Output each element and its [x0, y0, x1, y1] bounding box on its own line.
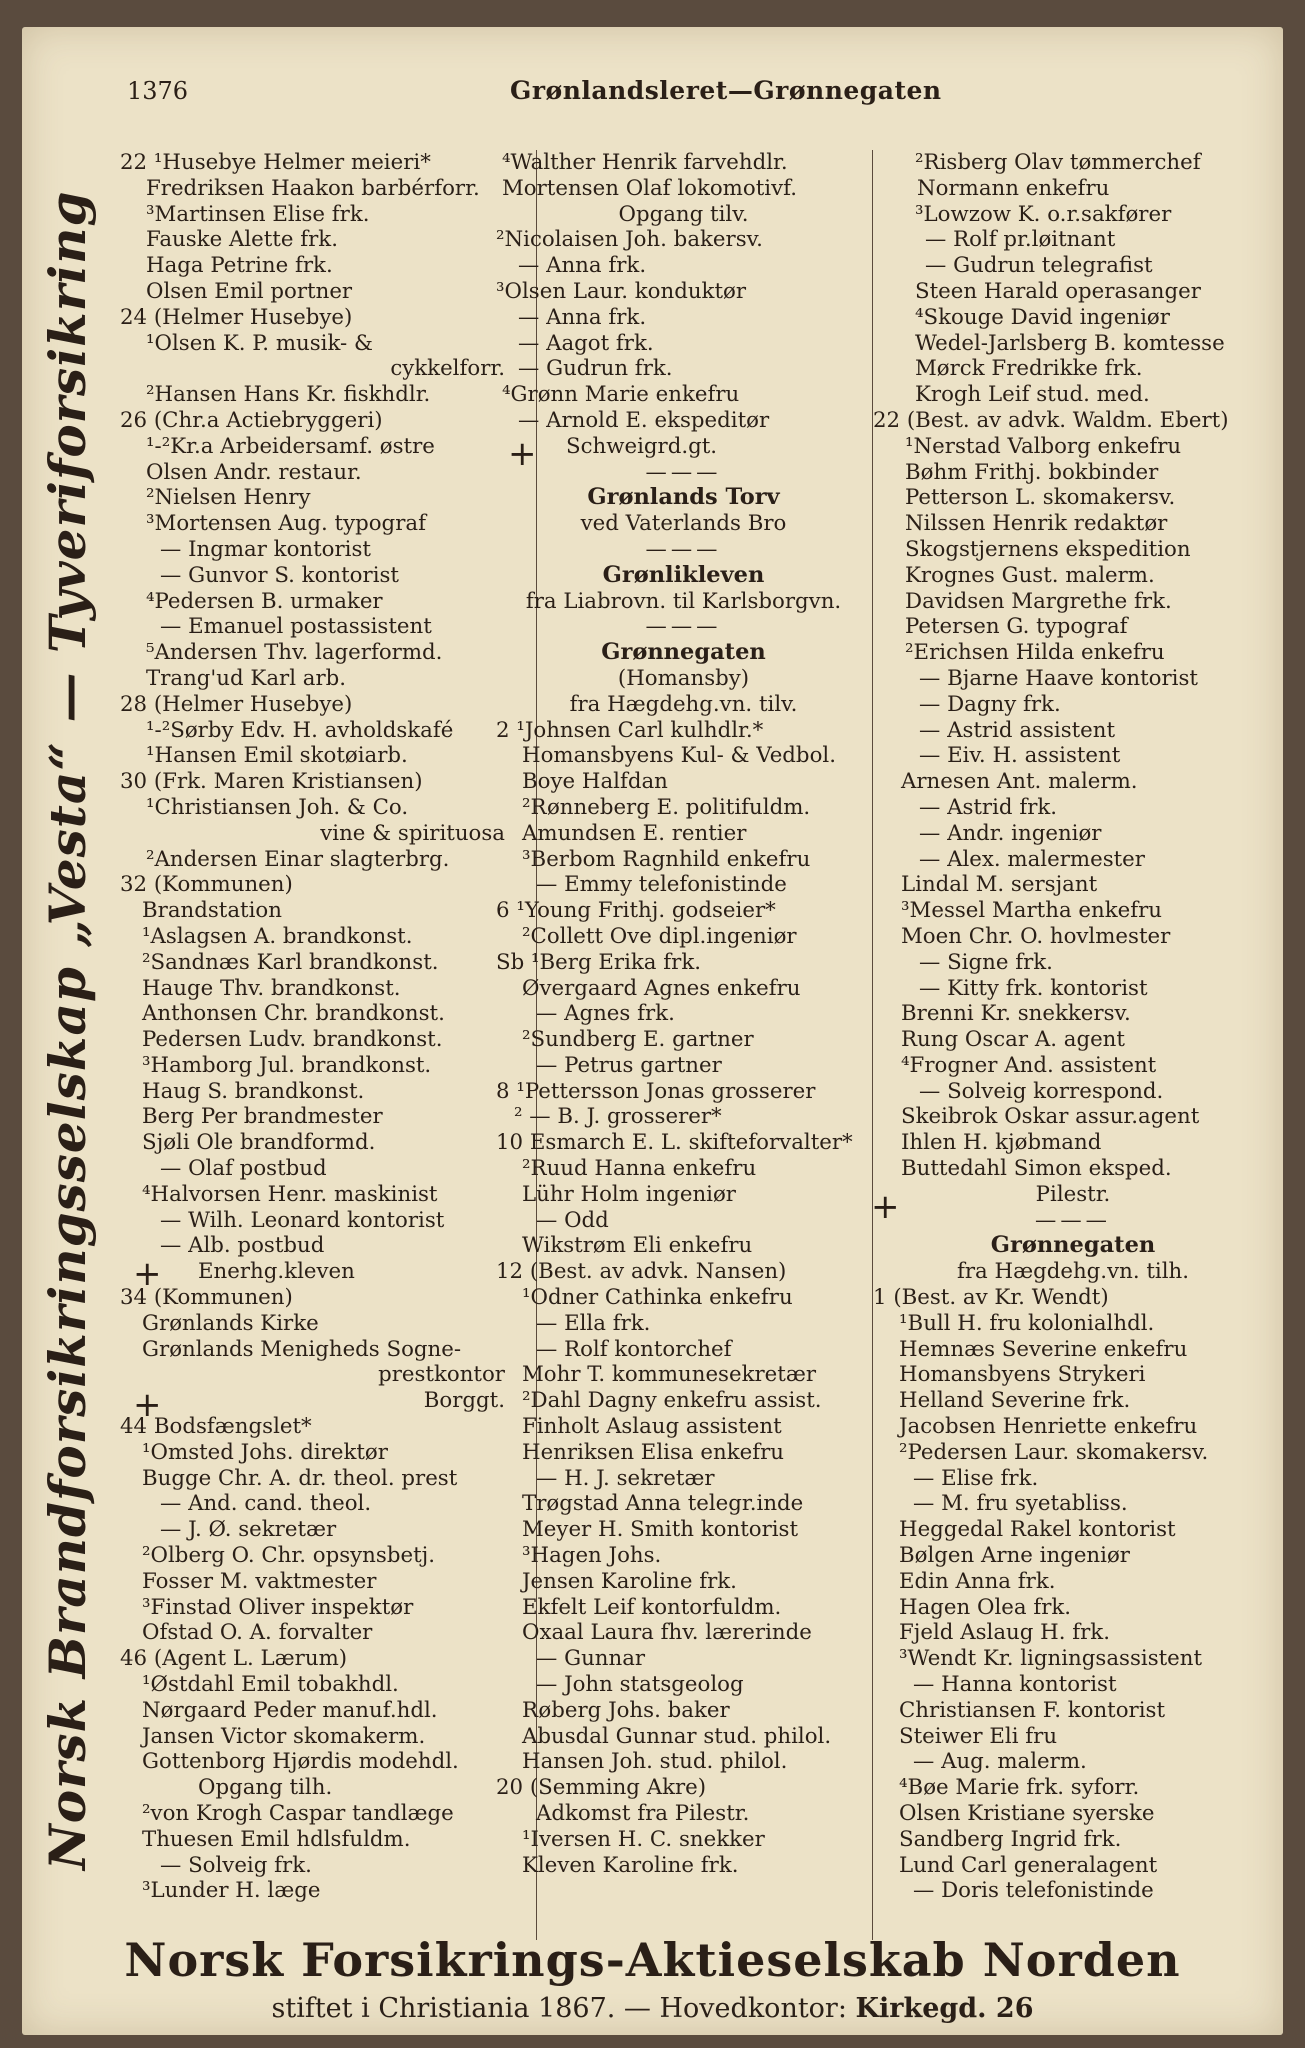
- directory-entry: ²Olberg O. Chr. opsynsbetj.: [142, 1543, 435, 1569]
- directory-entry: (Homansby): [617, 665, 750, 691]
- directory-entry: Oxaal Laura fhv. lærerinde: [522, 1620, 812, 1646]
- directory-entry: Petterson L. skomakersv.: [905, 485, 1176, 511]
- directory-entry: Haga Petrine frk.: [146, 253, 333, 279]
- directory-entry: — Elise frk.: [913, 1465, 1039, 1491]
- directory-entry: Hemnæs Severine enkefru: [899, 1336, 1188, 1362]
- directory-entry: Ofstad O. A. forvalter: [142, 1620, 373, 1646]
- directory-entry: Ekfelt Leif kontorfuldm.: [522, 1594, 782, 1620]
- directory-entry: Normann enkefru: [917, 175, 1110, 201]
- directory-entry: ¹Christiansen Joh. & Co.: [146, 794, 409, 820]
- directory-entry: Thuesen Emil hdlsfuldm.: [142, 1826, 411, 1852]
- directory-column-2: [496, 150, 871, 1878]
- directory-entry: vine & spirituosa: [320, 820, 505, 846]
- footer-founded: stiftet i Christiania 1867. — Hovedkontor:: [271, 1993, 847, 2024]
- directory-entry: — Rolf kontorchef: [536, 1336, 732, 1362]
- directory-entry: ¹Odner Cathinka enkefru: [522, 1285, 793, 1311]
- directory-entry: ²Nielsen Henry: [146, 485, 311, 511]
- directory-entry: 20 (Semming Akre): [496, 1775, 707, 1801]
- directory-entry: ²Dahl Dagny enkefru assist.: [522, 1388, 822, 1414]
- directory-entry: — Solveig korrespond.: [919, 1078, 1164, 1104]
- directory-entry: ¹-²Kr.a Arbeidersamf. østre: [146, 433, 435, 459]
- directory-entry: ⁴Skouge David ingeniør: [915, 304, 1170, 330]
- cross-marker: +: [871, 1187, 900, 1227]
- directory-entry: ⁴Halvorsen Henr. maskinist: [142, 1181, 438, 1207]
- directory-entry: Haug S. brandkonst.: [142, 1078, 365, 1104]
- directory-entry: Øvergaard Agnes enkefru: [522, 975, 801, 1001]
- footer-office: Kirkegd. 26: [855, 1993, 1034, 2024]
- directory-entry: 28 (Helmer Husebye): [120, 691, 353, 717]
- directory-entry: Brandstation: [142, 898, 282, 924]
- directory-entry: 10 Esmarch E. L. skifteforvalter*: [496, 1130, 853, 1156]
- directory-entry: ¹-²Sørby Edv. H. avholdskafé: [146, 717, 454, 743]
- directory-entry: — Gunnar: [536, 1646, 646, 1672]
- directory-entry: ²von Krogh Caspar tandlæge: [142, 1801, 454, 1826]
- directory-entry: Skeibrok Oskar assur.agent: [901, 1104, 1200, 1130]
- directory-entry: — Ingmar kontorist: [160, 536, 371, 562]
- directory-entry: ³Lunder H. læge: [142, 1878, 321, 1904]
- directory-entry: — Eiv. H. assistent: [919, 743, 1121, 769]
- directory-entry: ¹Aslagsen A. brandkonst.: [142, 923, 413, 949]
- directory-entry: ¹Hansen Emil skotøiarb.: [146, 743, 408, 769]
- directory-entry: Adkomst fra Pilestr.: [536, 1801, 750, 1826]
- directory-entry: Davidsen Margrethe frk.: [905, 588, 1172, 614]
- directory-entry: — Kitty frk. kontorist: [919, 975, 1148, 1001]
- directory-entry: fra Hægdehg.vn. tilv.: [569, 691, 798, 717]
- directory-entry: Amundsen E. rentier: [522, 820, 747, 846]
- directory-entry: Pedersen Ludv. brandkonst.: [142, 1027, 443, 1053]
- directory-entry: Røberg Johs. baker: [522, 1697, 730, 1723]
- directory-entry: ¹Olsen K. P. musik- &: [146, 330, 373, 356]
- directory-entry: — Astrid frk.: [919, 794, 1058, 820]
- running-title: Grønlandsleret—Grønnegaten: [510, 76, 942, 105]
- directory-entry: ———: [645, 614, 722, 640]
- directory-entry: ³Lowzow K. o.r.sakfører: [915, 201, 1172, 227]
- directory-entry: — Odd: [536, 1207, 609, 1233]
- directory-entry: ⁴Bøe Marie frk. syforr.: [899, 1775, 1140, 1801]
- directory-entry: — Anna frk.: [518, 304, 647, 330]
- directory-entry: ⁵Andersen Thv. lagerformd.: [146, 640, 443, 666]
- directory-entry: Grønlikleven: [602, 561, 765, 588]
- directory-entry: — Rolf pr.løitnant: [925, 227, 1116, 253]
- directory-entry: — Andr. ingeniør: [919, 820, 1102, 846]
- directory-entry: — Gunvor S. kontorist: [160, 562, 399, 588]
- directory-entry: Hagen Olea frk.: [899, 1594, 1072, 1620]
- directory-entry: Jacobsen Henriette enkefru: [899, 1414, 1198, 1440]
- directory-entry: ¹Østdahl Emil tobakhdl.: [142, 1672, 399, 1698]
- directory-entry: Opgang tilh.: [198, 1775, 333, 1801]
- directory-entry: — Arnold E. ekspeditør: [518, 407, 770, 433]
- directory-entry: 8 ¹Pettersson Jonas grosserer: [496, 1078, 816, 1104]
- directory-entry: cykkelforr.: [390, 356, 505, 382]
- directory-entry: ¹Bull H. fru kolonialhdl.: [899, 1310, 1155, 1336]
- directory-entry: Boye Halfdan: [522, 769, 668, 795]
- directory-column-1: [120, 150, 505, 1904]
- directory-entry: ²Erichsen Hilda enkefru: [905, 640, 1165, 666]
- directory-entry: ²Collett Ove dipl.ingeniør: [522, 923, 797, 949]
- directory-entry: Trang'ud Karl arb.: [146, 665, 347, 691]
- directory-entry: Enerhg.kleven: [198, 1259, 355, 1285]
- directory-entry: ³Olsen Laur. konduktør: [496, 278, 747, 304]
- directory-entry: Grønlands Menigheds Sogne-: [142, 1336, 462, 1362]
- directory-entry: — Gudrun frk.: [518, 356, 673, 382]
- directory-entry: Kleven Karoline frk.: [522, 1852, 739, 1878]
- directory-entry: Wedel-Jarlsberg B. komtesse: [915, 330, 1225, 356]
- directory-entry: — Aagot frk.: [518, 330, 654, 356]
- directory-entry: Skogstjernens ekspedition: [905, 536, 1191, 562]
- directory-entry: — John statsgeolog: [536, 1672, 744, 1698]
- directory-entry: 30 (Frk. Maren Kristiansen): [120, 769, 423, 795]
- directory-entry: ²Risberg Olav tømmerchef: [915, 150, 1201, 175]
- directory-entry: — Doris telefonistinde: [913, 1878, 1154, 1904]
- footer-company: Norsk Forsikrings-Aktieselskab Norden: [124, 1933, 1181, 1987]
- directory-entry: Hansen Joh. stud. philol.: [522, 1749, 788, 1775]
- directory-entry: 12 (Best. av advk. Nansen): [496, 1259, 787, 1285]
- directory-entry: ———: [645, 459, 722, 485]
- directory-entry: — And. cand. theol.: [160, 1491, 372, 1517]
- directory-entry: ved Vaterlands Bro: [580, 511, 787, 537]
- directory-entry: — Alb. postbud: [160, 1233, 325, 1259]
- directory-entry: — Hanna kontorist: [913, 1672, 1117, 1698]
- directory-entry: — Aug. malerm.: [913, 1749, 1087, 1775]
- directory-entry: ³Martinsen Elise frk.: [146, 201, 370, 227]
- directory-entry: ²Rønneberg E. politifuldm.: [522, 794, 811, 820]
- directory-entry: — Petrus gartner: [536, 1052, 722, 1078]
- directory-entry: Grønlands Torv: [587, 484, 780, 511]
- directory-entry: Christiansen F. kontorist: [899, 1697, 1166, 1723]
- directory-entry: ¹Iversen H. C. snekker: [522, 1826, 765, 1852]
- directory-entry: Buttedahl Simon eksped.: [901, 1156, 1172, 1182]
- directory-entry: ⁴Pedersen B. urmaker: [146, 588, 383, 614]
- directory-entry: ⁴Frogner And. assistent: [901, 1052, 1157, 1078]
- directory-entry: Olsen Emil portner: [146, 278, 353, 304]
- directory-entry: ³Wendt Kr. ligningsassistent: [899, 1646, 1203, 1672]
- directory-entry: ³Messel Martha enkefru: [901, 898, 1163, 924]
- directory-entry: prestkontor: [378, 1362, 505, 1388]
- directory-entry: 44 Bodsfængslet*: [120, 1414, 312, 1440]
- directory-entry: — M. fru syetabliss.: [913, 1491, 1128, 1517]
- directory-entry: — Olaf postbud: [160, 1156, 327, 1182]
- directory-entry: Lühr Holm ingeniør: [522, 1181, 736, 1207]
- directory-entry: ² — B. J. grosserer*: [514, 1104, 722, 1130]
- directory-entry: Jensen Karoline frk.: [522, 1568, 737, 1594]
- directory-entry: — H. J. sekretær: [536, 1465, 715, 1491]
- directory-entry: 22 ¹Husebye Helmer meieri*: [120, 150, 431, 175]
- directory-entry: Edin Anna frk.: [899, 1568, 1056, 1594]
- directory-entry: Bøhm Frithj. bokbinder: [905, 459, 1159, 485]
- directory-entry: ———: [645, 536, 722, 562]
- directory-entry: ³Mortensen Aug. typograf: [146, 511, 426, 537]
- directory-entry: Lund Carl generalagent: [899, 1852, 1158, 1878]
- directory-entry: — Alex. malermester: [919, 846, 1145, 872]
- directory-entry: Finholt Aslaug assistent: [522, 1414, 782, 1440]
- directory-entry: — Dagny frk.: [919, 691, 1061, 717]
- directory-entry: Opgang tilv.: [618, 201, 749, 227]
- directory-entry: Mørck Fredrikke frk.: [915, 356, 1143, 382]
- directory-entry: 46 (Agent L. Lærum): [120, 1646, 348, 1672]
- directory-entry: Bugge Chr. A. dr. theol. prest: [142, 1465, 458, 1491]
- directory-entry: Petersen G. typograf: [905, 614, 1128, 640]
- page-number: 1376: [127, 77, 189, 105]
- cross-marker: +: [133, 1385, 162, 1425]
- directory-entry: Fauske Alette frk.: [146, 227, 338, 253]
- directory-entry: — Astrid assistent: [919, 717, 1116, 743]
- directory-entry: Borggt.: [423, 1388, 505, 1414]
- directory-entry: Schweigrd.gt.: [566, 433, 718, 459]
- directory-entry: — Emanuel postassistent: [160, 614, 432, 640]
- directory-entry: Trøgstad Anna telegr.inde: [522, 1491, 804, 1517]
- directory-entry: ²Sandnæs Karl brandkonst.: [142, 949, 439, 975]
- directory-entry: — Bjarne Haave kontorist: [919, 665, 1198, 691]
- directory-entry: ²Ruud Hanna enkefru: [522, 1156, 757, 1182]
- directory-entry: Lindal M. sersjant: [901, 872, 1098, 898]
- directory-entry: Arnesen Ant. malerm.: [901, 769, 1138, 795]
- directory-entry: fra Hægdehg.vn. tilh.: [956, 1259, 1190, 1285]
- directory-entry: Sjøli Ole brandformd.: [142, 1130, 376, 1156]
- directory-entry: Wikstrøm Eli enkefru: [522, 1233, 753, 1259]
- directory-entry: Ihlen H. kjøbmand: [901, 1130, 1102, 1156]
- directory-entry: 22 (Best. av advk. Waldm. Ebert): [873, 407, 1229, 433]
- directory-entry: ³Hagen Johs.: [522, 1543, 662, 1569]
- directory-entry: fra Liabrovn. til Karlsborgvn.: [525, 588, 842, 614]
- directory-entry: Nilssen Henrik redaktør: [905, 511, 1168, 537]
- directory-entry: Grønlands Kirke: [142, 1310, 319, 1336]
- directory-entry: ²Nicolaisen Joh. bakersv.: [496, 227, 763, 253]
- directory-entry: — Wilh. Leonard kontorist: [160, 1207, 445, 1233]
- side-advertisement: Norsk Brandforsikringsselskap „Vesta“ — Tyveriforsikring: [38, 190, 97, 1870]
- directory-entry: — J. Ø. sekretær: [160, 1517, 337, 1543]
- directory-entry: Henriksen Elisa enkefru: [522, 1439, 784, 1465]
- directory-entry: Sb ¹Berg Erika frk.: [496, 949, 702, 975]
- directory-entry: Jansen Victor skomakerm.: [142, 1723, 426, 1749]
- directory-entry: Krogh Leif stud. med.: [915, 382, 1150, 408]
- directory-entry: Mortensen Olaf lokomotivf.: [502, 175, 797, 201]
- directory-entry: Krognes Gust. malerm.: [905, 562, 1155, 588]
- directory-entry: Steen Harald operasanger: [915, 278, 1201, 304]
- directory-entry: — Signe frk.: [919, 949, 1053, 975]
- directory-entry: Fosser M. vaktmester: [142, 1568, 377, 1594]
- directory-entry: Homansbyens Strykeri: [899, 1362, 1146, 1388]
- directory-entry: ²Pedersen Laur. skomakersv.: [899, 1439, 1209, 1465]
- directory-entry: 26 (Chr.a Actiebryggeri): [120, 407, 383, 433]
- directory-entry: Grønnegaten: [990, 1232, 1156, 1259]
- directory-entry: ³Hamborg Jul. brandkonst.: [142, 1052, 432, 1078]
- directory-entry: 1 (Best. av Kr. Wendt): [873, 1285, 1109, 1311]
- directory-entry: 6 ¹Young Frithj. godseier*: [496, 898, 776, 924]
- directory-entry: Olsen Kristiane syerske: [899, 1801, 1155, 1826]
- directory-entry: ¹Omsted Johs. direktør: [142, 1439, 388, 1465]
- directory-entry: Helland Severine frk.: [899, 1388, 1131, 1414]
- directory-entry: Fjeld Aslaug H. frk.: [899, 1620, 1110, 1646]
- directory-entry: Bølgen Arne ingeniør: [899, 1543, 1130, 1569]
- directory-entry: — Solveig frk.: [160, 1852, 312, 1878]
- directory-entry: ³Finstad Oliver inspektør: [142, 1594, 414, 1620]
- directory-entry: 2 ¹Johnsen Carl kulhdlr.*: [496, 717, 764, 743]
- directory-entry: Fredriksen Haakon barbérforr.: [146, 175, 480, 201]
- directory-entry: — Anna frk.: [518, 253, 647, 279]
- directory-entry: — Gudrun telegrafist: [925, 253, 1153, 279]
- footer-address: [0, 1993, 1305, 2024]
- cross-marker: +: [508, 434, 537, 474]
- directory-entry: 24 (Helmer Husebye): [120, 304, 353, 330]
- directory-entry: Pilestr.: [1035, 1181, 1111, 1207]
- directory-entry: Moen Chr. O. hovlmester: [901, 923, 1171, 949]
- directory-entry: Berg Per brandmester: [142, 1104, 383, 1130]
- directory-entry: 32 (Kommunen): [120, 872, 293, 898]
- directory-entry: Homansbyens Kul- & Vedbol.: [522, 743, 836, 769]
- directory-entry: Abusdal Gunnar stud. philol.: [522, 1723, 832, 1749]
- directory-entry: Heggedal Rakel kontorist: [899, 1517, 1176, 1543]
- directory-entry: ———: [1035, 1207, 1111, 1233]
- directory-entry: ²Andersen Einar slagterbrg.: [146, 846, 450, 872]
- directory-entry: ³Berbom Ragnhild enkefru: [522, 846, 811, 872]
- directory-entry: Meyer H. Smith kontorist: [522, 1517, 799, 1543]
- directory-entry: Sandberg Ingrid frk.: [899, 1826, 1122, 1852]
- directory-entry: Grønnegaten: [601, 639, 766, 666]
- directory-entry: — Emmy telefonistinde: [536, 872, 787, 898]
- directory-entry: Olsen Andr. restaur.: [146, 459, 362, 485]
- directory-entry: 34 (Kommunen): [120, 1285, 293, 1311]
- directory-entry: ¹Nerstad Valborg enkefru: [905, 433, 1182, 459]
- directory-entry: ²Sundberg E. gartner: [522, 1027, 754, 1053]
- directory-entry: ⁴Grønn Marie enkefru: [502, 382, 740, 408]
- directory-entry: Mohr T. kommunesekretær: [522, 1362, 817, 1388]
- directory-entry: Brenni Kr. snekkersv.: [901, 1001, 1131, 1027]
- directory-entry: — Ella frk.: [536, 1310, 651, 1336]
- directory-entry: Rung Oscar A. agent: [901, 1027, 1125, 1053]
- directory-entry: Hauge Thv. brandkonst.: [142, 975, 401, 1001]
- directory-column-3: [873, 150, 1273, 1904]
- directory-entry: Gottenborg Hjørdis modehdl.: [142, 1749, 459, 1775]
- cross-marker: +: [133, 1254, 162, 1294]
- directory-entry: Steiwer Eli fru: [899, 1723, 1058, 1749]
- directory-entry: — Agnes frk.: [536, 1001, 675, 1027]
- directory-entry: ²Hansen Hans Kr. fiskhdlr.: [146, 382, 431, 408]
- directory-entry: Nørgaard Peder manuf.hdl.: [142, 1697, 438, 1723]
- directory-entry: Anthonsen Chr. brandkonst.: [142, 1001, 445, 1027]
- directory-entry: ⁴Walther Henrik farvehdlr.: [502, 150, 788, 175]
